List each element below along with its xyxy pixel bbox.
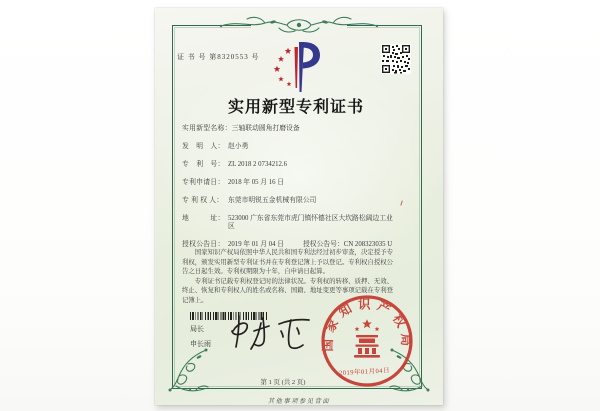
seal-date: 2019年01月04日 xyxy=(338,367,391,377)
field-value: ZL 2018 2 0734212.6 xyxy=(228,161,288,168)
field-value: 523000 广东省东莞市虎门镇怀德社区大坎路松阔边工业区 xyxy=(228,215,393,230)
field-label: 专利申请日： xyxy=(182,179,225,186)
field-value: 三轴联动圆角打磨设备 xyxy=(231,125,300,132)
officer-block xyxy=(190,322,211,352)
statutory-paragraph: 国家知识产权局依照中华人民共和国专利法经过初步审查，决定授予专利权，颁发实用新型专利证书并在专利登记簿上予以登记。专利权自授权公告之日起生效。专利权期限为十年，自申请日起算。 xyxy=(182,249,393,276)
footer-note: 其他事项参见背面 xyxy=(267,398,331,405)
field-value: 东莞市明锐五金机械有限公司 xyxy=(228,197,317,204)
bottom-left-corner-ornament xyxy=(166,346,212,394)
seal-ring-text: 国家知识产权局 xyxy=(320,297,414,352)
field-utility-model-name xyxy=(182,125,396,133)
field-label: 地 址： xyxy=(182,215,225,222)
qr-code-icon xyxy=(381,44,411,74)
officer-title: 局长 xyxy=(190,325,204,333)
field-label: 专 利 权 人： xyxy=(182,197,224,204)
certificate-paper xyxy=(155,8,443,405)
field-label: 实用新型名称： xyxy=(182,125,232,132)
field-label: 授权公告日： xyxy=(182,241,225,248)
certificate-title: 实用新型专利证书 xyxy=(227,99,364,116)
field-value: CN 208323035 U xyxy=(343,241,393,248)
field-value: 2019 年 01 月 04 日 xyxy=(228,241,285,248)
officer-name: 申长雨 xyxy=(190,340,211,348)
field-inventor xyxy=(182,143,396,151)
field-label: 发 明 人： xyxy=(182,143,225,150)
field-value: 2018 年 05 月 16 日 xyxy=(228,179,285,186)
field-label: 授权公告号： xyxy=(303,241,344,248)
certificate-fields xyxy=(182,125,396,259)
page-number: 第 1 页 (共 2 页) xyxy=(260,379,306,386)
field-address xyxy=(182,215,396,231)
field-filing-date xyxy=(182,179,396,187)
field-value: 赵小勇 xyxy=(228,143,249,150)
director-signature xyxy=(223,311,315,363)
field-patent-number xyxy=(182,161,396,169)
statutory-paragraph: 专利证书记载专利权登记时的法律状况。专利权的转移、质押、无效、终止、恢复和专利权人的姓名或名称、国籍、地址变更等事项记载在专利登记簿上。 xyxy=(182,277,393,304)
field-patentee xyxy=(182,197,396,205)
certificate-number: 证 书 号 第8320553 号 xyxy=(177,53,260,61)
cnipa-patent-logo-icon xyxy=(268,38,326,96)
field-label: 专 利 号： xyxy=(182,161,225,168)
